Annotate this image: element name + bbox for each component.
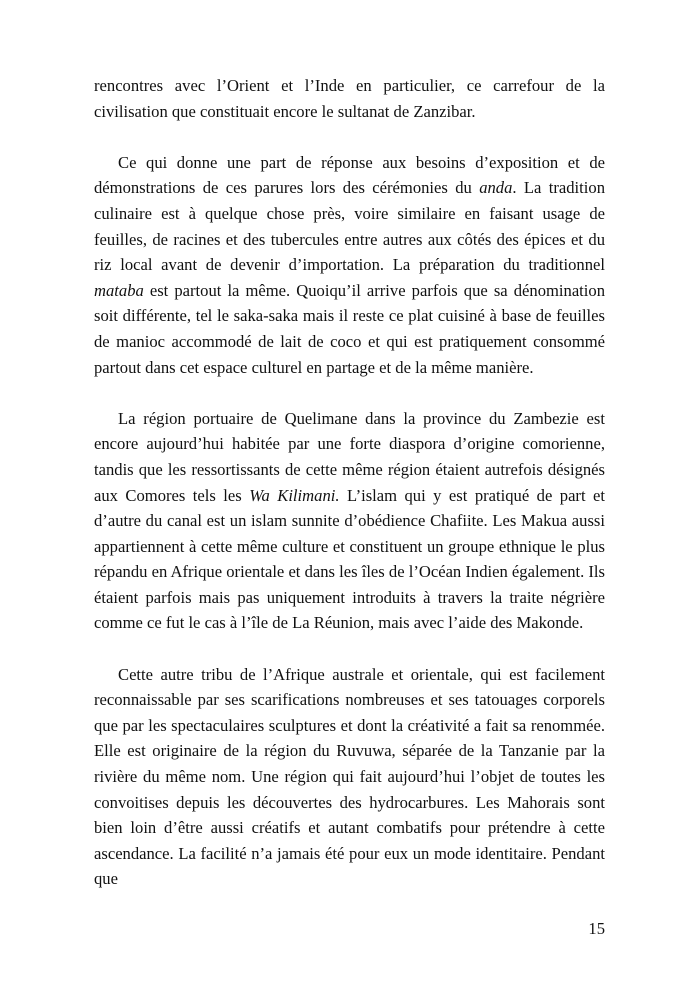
paragraph-2-text-c: est partout la même. Quoiqu’il arrive parfois que sa dénomination soit différente, tel le saka-saka mais il reste ce plat cuisiné à base de feuilles de manioc accommodé de lait de coco et qui est pratiquement consommé partout dans cet espace culturel en partage et de la même manière. — [94, 280, 605, 377]
paragraph-4-text: Cette autre tribu de l’Afrique australe et orientale, qui est facilement reconnaissable par ses scarifications nombreuses et ses tatouages corporels que par les spectaculaires sculptures et dont la créativité a fait sa renommée. Elle est originaire de la région du Ruvuwa, séparée de la Tanzanie par la rivière du même nom. Une région qui fait aujourd’hui l’objet de toutes les convoitises depuis les découvertes des hydrocarbures. Les Mahorais sont bien loin d’être aussi créatifs et autant combatifs pour prétendre à cette ascendance. La facilité n’a jamais été pour eux un mode identitaire. Pendant que — [94, 664, 605, 889]
paragraph-3 — [94, 406, 605, 636]
paragraph-3-text-a: La région portuaire de Quelimane dans la province du Zambezie est encore aujourd’hui habitée par une forte diaspora d’origine comorienne, tandis que les ressortissants de cette même région étaient autrefois désignés aux Comores tels les — [94, 408, 605, 505]
paragraph-2-text-b: . La tradition culinaire est à quelque chose près, voire similaire en faisant usage de feuilles, de racines et des tubercules entre autres aux côtés des épices et du riz local avant de devenir d’importation. La préparation du traditionnel — [94, 178, 605, 275]
page-number: 15 — [588, 919, 605, 938]
paragraph-3-text-b: L’islam qui y est pratiqué de part et d’autre du canal est un islam sunnite d’obédience Chafiite. Les Makua aussi appartiennent à cette même culture et constituent un groupe ethnique le plus répandu en Afrique orientale et dans les îles de l’Océan Indien également. Ils étaient parfois mais pas uniquement introduits à travers la traite négrière comme ce fut le cas à l’île de La Réunion, mais avec l’aide des Makonde. — [94, 485, 606, 633]
term-wa-kilimani: Wa Kilimani. — [249, 485, 340, 505]
paragraph-4 — [94, 662, 605, 892]
paragraph-1-text: rencontres avec l’Orient et l’Inde en particulier, ce carrefour de la civilisation que constituait encore le sultanat de Zanzibar. — [94, 76, 605, 121]
page-body — [94, 73, 605, 892]
term-mataba: mataba — [94, 280, 144, 300]
paragraph-2 — [94, 150, 605, 380]
paragraph-2-text-a: Ce qui donne une part de réponse aux besoins d’exposition et de démonstrations de ces parures lors des cérémonies du — [94, 152, 605, 198]
paragraph-1 — [94, 73, 605, 124]
term-anda: anda — [479, 178, 513, 198]
